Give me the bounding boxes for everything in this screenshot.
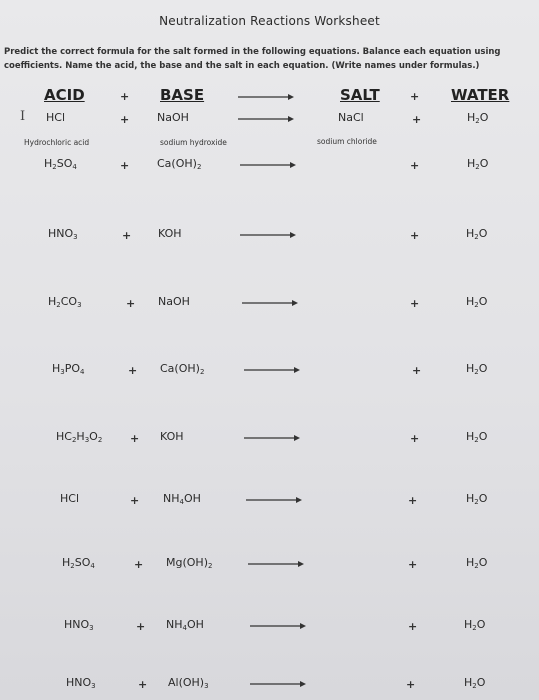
header-arrow-icon <box>238 91 294 103</box>
row-3-water: $H_2O$ <box>466 295 488 309</box>
row-9-base: $Al(OH)_3$ <box>168 676 209 690</box>
row-9-water: $H_2O$ <box>464 676 486 690</box>
header-plus-1: + <box>120 90 130 103</box>
example-water: $H_2O$ <box>467 111 489 125</box>
example-base: NaOH <box>157 111 189 124</box>
row-5-water: $H_2O$ <box>466 430 488 444</box>
row-4-acid: $H_3PO_4$ <box>52 362 85 376</box>
row-1-water: $H_2O$ <box>467 157 489 171</box>
example-salt: NaCl <box>338 111 364 124</box>
row-1-base: $Ca(OH)_2$ <box>157 157 202 171</box>
row-7-arrow-icon <box>248 558 304 570</box>
row-6-plus-2: + <box>408 494 418 507</box>
row-4-water: $H_2O$ <box>466 362 488 376</box>
row-3-arrow-icon <box>242 297 298 309</box>
row-1-plus-1: + <box>120 159 130 172</box>
row-2-acid: $HNO_3$ <box>48 227 78 241</box>
row-2-plus-1: + <box>122 229 132 242</box>
row-6-plus-1: + <box>130 494 140 507</box>
header-base: BASE <box>160 86 205 104</box>
row-7-base: $Mg(OH)_2$ <box>166 556 213 570</box>
example-plus-2: + <box>412 113 422 126</box>
row-5-plus-2: + <box>410 432 420 445</box>
page-title: Neutralization Reactions Worksheet <box>159 14 380 28</box>
row-8-arrow-icon <box>250 620 306 632</box>
row-9-arrow-icon <box>250 678 306 690</box>
row-6-base: $NH_4OH$ <box>163 492 201 506</box>
row-9-plus-2: + <box>406 678 416 691</box>
row-8-water: $H_2O$ <box>464 618 486 632</box>
cursor-marker: I <box>20 109 26 124</box>
row-8-plus-2: + <box>408 620 418 633</box>
row-1-arrow-icon <box>240 159 296 171</box>
row-4-plus-1: + <box>128 364 138 377</box>
row-5-plus-1: + <box>130 432 140 445</box>
row-7-water: $H_2O$ <box>466 556 488 570</box>
row-5-arrow-icon <box>244 432 300 444</box>
row-3-plus-1: + <box>126 297 136 310</box>
row-7-acid: $H_2SO_4$ <box>62 556 95 570</box>
example-salt-name: sodium chloride <box>317 137 377 146</box>
row-1-plus-2: + <box>410 159 420 172</box>
row-1-acid: $H_2SO_4$ <box>44 157 77 171</box>
row-5-acid: $HC_2H_3O_2$ <box>56 430 103 444</box>
row-3-acid: $H_2CO_3$ <box>48 295 82 309</box>
example-base-name: sodium hydroxide <box>160 138 227 147</box>
example-arrow-icon <box>238 113 294 125</box>
instructions-line-2: coefficients. Name the acid, the base and the salt in each equation. (Write names under formulas.) <box>4 61 480 71</box>
header-water: WATER <box>451 86 510 104</box>
row-9-acid: $HNO_3$ <box>66 676 96 690</box>
row-4-arrow-icon <box>244 364 300 376</box>
row-8-plus-1: + <box>136 620 146 633</box>
row-3-plus-2: + <box>410 297 420 310</box>
example-plus-1: + <box>120 113 130 126</box>
row-2-plus-2: + <box>410 229 420 242</box>
header-plus-2: + <box>410 90 420 103</box>
row-5-base: KOH <box>160 430 184 443</box>
example-acid-name: Hydrochloric acid <box>24 138 90 147</box>
row-2-arrow-icon <box>240 229 296 241</box>
row-6-water: $H_2O$ <box>466 492 488 506</box>
instructions-line-1: Predict the correct formula for the salt formed in the following equations. Balance each equation using <box>4 47 501 57</box>
header-salt: SALT <box>340 86 380 104</box>
row-8-acid: $HNO_3$ <box>64 618 94 632</box>
row-9-plus-1: + <box>138 678 148 691</box>
row-6-acid: HCl <box>60 492 80 505</box>
instructions <box>4 45 534 73</box>
row-7-plus-2: + <box>408 558 418 571</box>
row-3-base: NaOH <box>158 295 190 308</box>
header-acid: ACID <box>44 86 85 104</box>
row-2-water: $H_2O$ <box>466 227 488 241</box>
row-4-base: $Ca(OH)_2$ <box>160 362 205 376</box>
example-acid: HCl <box>46 111 66 124</box>
row-4-plus-2: + <box>412 364 422 377</box>
row-6-arrow-icon <box>246 494 302 506</box>
row-8-base: $NH_4OH$ <box>166 618 204 632</box>
row-7-plus-1: + <box>134 558 144 571</box>
row-2-base: KOH <box>158 227 182 240</box>
